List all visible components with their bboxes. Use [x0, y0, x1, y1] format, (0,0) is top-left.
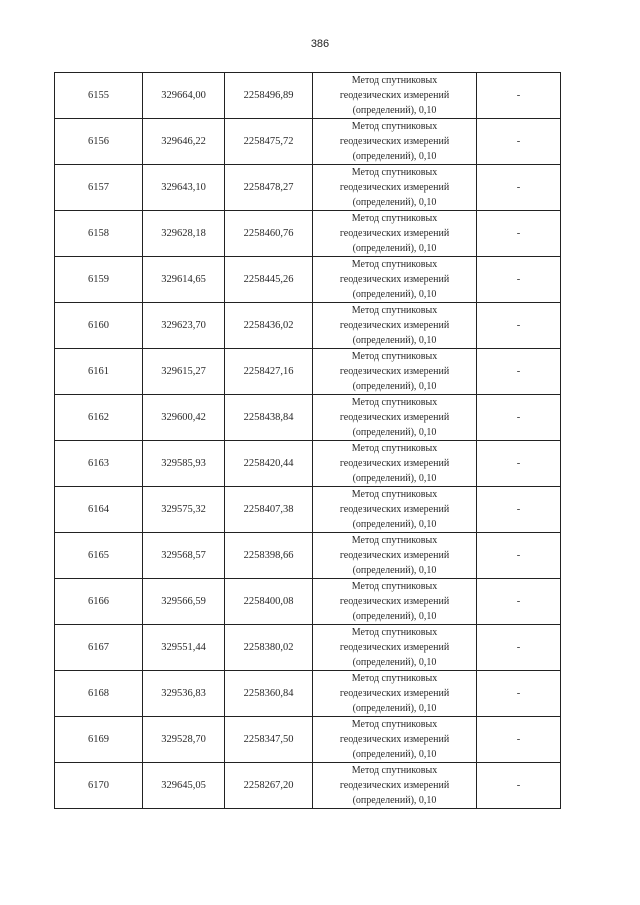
note-cell: - — [477, 625, 561, 671]
method-line: Метод спутниковых — [351, 489, 438, 500]
method-cell — [313, 73, 477, 119]
coordinate-y-cell: 2258360,84 — [225, 671, 313, 717]
method-line: геодезических измерений — [339, 688, 450, 699]
method-cell — [313, 763, 477, 809]
coordinate-y-cell: 2258496,89 — [225, 73, 313, 119]
coordinate-x-cell: 329600,42 — [143, 395, 225, 441]
coordinate-y-cell: 2258475,72 — [225, 119, 313, 165]
page-number: 386 — [310, 38, 330, 50]
method-line: Метод спутниковых — [351, 719, 438, 730]
method-line: геодезических измерений — [339, 136, 450, 147]
note-cell: - — [477, 487, 561, 533]
method-line: (определений), 0,10 — [352, 703, 437, 714]
note-cell: - — [477, 119, 561, 165]
table-row — [55, 625, 561, 671]
method-line: Метод спутниковых — [351, 627, 438, 638]
method-cell — [313, 211, 477, 257]
table-row — [55, 349, 561, 395]
method-line: геодезических измерений — [339, 596, 450, 607]
table-row — [55, 533, 561, 579]
method-line: Метод спутниковых — [351, 305, 438, 316]
point-number-cell: 6162 — [55, 395, 143, 441]
table-row — [55, 257, 561, 303]
table-row — [55, 211, 561, 257]
coordinate-y-cell: 2258445,26 — [225, 257, 313, 303]
method-line: геодезических измерений — [339, 274, 450, 285]
coordinate-x-cell: 329646,22 — [143, 119, 225, 165]
note-cell: - — [477, 441, 561, 487]
method-line: (определений), 0,10 — [352, 151, 437, 162]
note-cell: - — [477, 257, 561, 303]
table-row — [55, 119, 561, 165]
method-line: Метод спутниковых — [351, 397, 438, 408]
note-cell: - — [477, 395, 561, 441]
method-line: Метод спутниковых — [351, 581, 438, 592]
method-line: (определений), 0,10 — [352, 749, 437, 760]
table-row — [55, 717, 561, 763]
point-number-cell: 6155 — [55, 73, 143, 119]
method-cell — [313, 671, 477, 717]
method-line: (определений), 0,10 — [352, 105, 437, 116]
note-cell: - — [477, 165, 561, 211]
method-line: Метод спутниковых — [351, 443, 438, 454]
coordinate-x-cell: 329623,70 — [143, 303, 225, 349]
method-cell — [313, 533, 477, 579]
coordinate-x-cell: 329528,70 — [143, 717, 225, 763]
note-cell: - — [477, 579, 561, 625]
coordinate-y-cell: 2258398,66 — [225, 533, 313, 579]
method-line: геодезических измерений — [339, 412, 450, 423]
table-row — [55, 763, 561, 809]
coordinate-y-cell: 2258460,76 — [225, 211, 313, 257]
coordinate-x-cell: 329664,00 — [143, 73, 225, 119]
method-line: (определений), 0,10 — [352, 381, 437, 392]
method-line: геодезических измерений — [339, 366, 450, 377]
coordinate-y-cell: 2258400,08 — [225, 579, 313, 625]
method-cell — [313, 303, 477, 349]
note-cell: - — [477, 303, 561, 349]
coordinate-x-cell: 329575,32 — [143, 487, 225, 533]
method-line: Метод спутниковых — [351, 213, 438, 224]
method-line: геодезических измерений — [339, 504, 450, 515]
method-line: геодезических измерений — [339, 228, 450, 239]
coordinate-x-cell: 329551,44 — [143, 625, 225, 671]
method-cell — [313, 165, 477, 211]
method-cell — [313, 349, 477, 395]
note-cell: - — [477, 717, 561, 763]
coordinate-y-cell: 2258427,16 — [225, 349, 313, 395]
point-number-cell: 6168 — [55, 671, 143, 717]
method-line: (определений), 0,10 — [352, 427, 437, 438]
point-number-cell: 6165 — [55, 533, 143, 579]
method-cell — [313, 441, 477, 487]
table-row — [55, 579, 561, 625]
method-line: геодезических измерений — [339, 550, 450, 561]
point-number-cell: 6167 — [55, 625, 143, 671]
table-row — [55, 303, 561, 349]
point-number-cell: 6161 — [55, 349, 143, 395]
method-cell — [313, 487, 477, 533]
method-cell — [313, 579, 477, 625]
point-number-cell: 6158 — [55, 211, 143, 257]
method-line: геодезических измерений — [339, 182, 450, 193]
table-row — [55, 73, 561, 119]
table-row — [55, 487, 561, 533]
method-line: геодезических измерений — [339, 90, 450, 101]
note-cell: - — [477, 349, 561, 395]
method-line: Метод спутниковых — [351, 535, 438, 546]
coordinate-y-cell: 2258478,27 — [225, 165, 313, 211]
method-cell — [313, 119, 477, 165]
method-cell — [313, 625, 477, 671]
coordinate-y-cell: 2258407,38 — [225, 487, 313, 533]
method-line: Метод спутниковых — [351, 75, 438, 86]
method-line: Метод спутниковых — [351, 259, 438, 270]
point-number-cell: 6159 — [55, 257, 143, 303]
method-line: (определений), 0,10 — [352, 657, 437, 668]
method-line: (определений), 0,10 — [352, 197, 437, 208]
method-line: (определений), 0,10 — [352, 519, 437, 530]
coordinate-y-cell: 2258420,44 — [225, 441, 313, 487]
coordinate-y-cell: 2258380,02 — [225, 625, 313, 671]
method-cell — [313, 257, 477, 303]
note-cell: - — [477, 671, 561, 717]
method-line: (определений), 0,10 — [352, 795, 437, 806]
method-line: (определений), 0,10 — [352, 335, 437, 346]
method-line: геодезических измерений — [339, 458, 450, 469]
point-number-cell: 6156 — [55, 119, 143, 165]
table-row — [55, 441, 561, 487]
coordinate-x-cell: 329585,93 — [143, 441, 225, 487]
coordinate-y-cell: 2258436,02 — [225, 303, 313, 349]
method-line: Метод спутниковых — [351, 673, 438, 684]
method-cell — [313, 717, 477, 763]
coordinate-x-cell: 329566,59 — [143, 579, 225, 625]
coordinate-y-cell: 2258438,84 — [225, 395, 313, 441]
note-cell: - — [477, 211, 561, 257]
point-number-cell: 6163 — [55, 441, 143, 487]
point-number-cell: 6157 — [55, 165, 143, 211]
method-line: геодезических измерений — [339, 642, 450, 653]
note-cell: - — [477, 73, 561, 119]
coordinate-x-cell: 329643,10 — [143, 165, 225, 211]
method-line: Метод спутниковых — [351, 167, 438, 178]
point-number-cell: 6164 — [55, 487, 143, 533]
table-row — [55, 671, 561, 717]
method-line: (определений), 0,10 — [352, 565, 437, 576]
point-number-cell: 6170 — [55, 763, 143, 809]
method-line: (определений), 0,10 — [352, 473, 437, 484]
coordinate-x-cell: 329628,18 — [143, 211, 225, 257]
table-row — [55, 395, 561, 441]
coordinate-x-cell: 329536,83 — [143, 671, 225, 717]
method-line: геодезических измерений — [339, 780, 450, 791]
note-cell: - — [477, 533, 561, 579]
note-cell: - — [477, 763, 561, 809]
method-line: (определений), 0,10 — [352, 243, 437, 254]
method-line: (определений), 0,10 — [352, 611, 437, 622]
coordinates-table-body — [55, 73, 561, 809]
method-line: Метод спутниковых — [351, 351, 438, 362]
method-line: (определений), 0,10 — [352, 289, 437, 300]
method-cell — [313, 395, 477, 441]
method-line: Метод спутниковых — [351, 765, 438, 776]
method-line: геодезических измерений — [339, 734, 450, 745]
coordinate-x-cell: 329615,27 — [143, 349, 225, 395]
point-number-cell: 6169 — [55, 717, 143, 763]
table-row — [55, 165, 561, 211]
coordinates-table — [54, 72, 561, 809]
method-line: геодезических измерений — [339, 320, 450, 331]
coordinate-x-cell: 329645,05 — [143, 763, 225, 809]
point-number-cell: 6166 — [55, 579, 143, 625]
method-line: Метод спутниковых — [351, 121, 438, 132]
coordinate-y-cell: 2258347,50 — [225, 717, 313, 763]
coordinate-x-cell: 329614,65 — [143, 257, 225, 303]
coordinate-x-cell: 329568,57 — [143, 533, 225, 579]
coordinate-y-cell: 2258267,20 — [225, 763, 313, 809]
point-number-cell: 6160 — [55, 303, 143, 349]
